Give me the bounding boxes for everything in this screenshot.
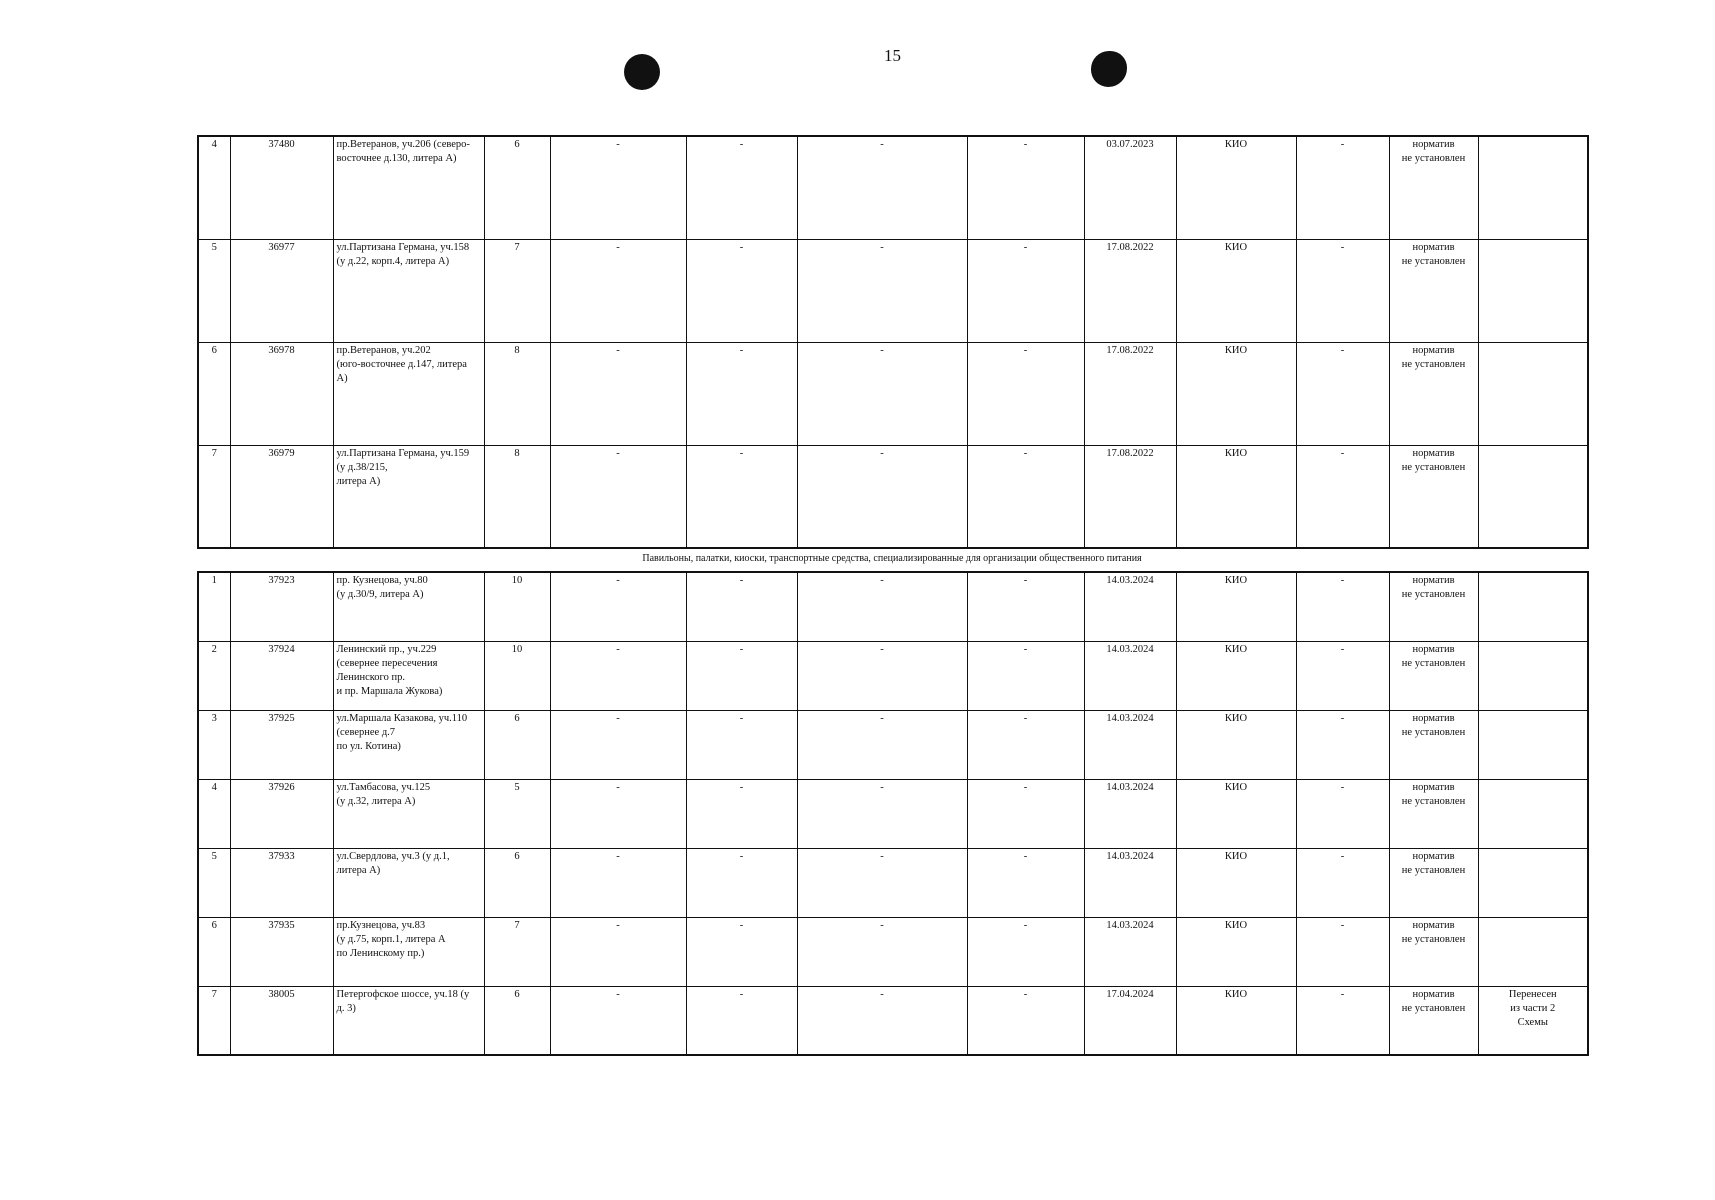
dash-cell: - [967, 710, 1084, 779]
dash-cell: - [1296, 239, 1389, 342]
date-cell: 17.08.2022 [1084, 239, 1176, 342]
dash-cell: - [967, 445, 1084, 548]
norm-cell: норматив не установлен [1389, 641, 1478, 710]
norm-cell: норматив не установлен [1389, 342, 1478, 445]
dash-cell: - [686, 710, 797, 779]
page-number: 15 [884, 46, 901, 65]
note-cell [1478, 641, 1588, 710]
organization-cell: КИО [1176, 779, 1296, 848]
dash-cell: - [797, 779, 967, 848]
norm-cell: норматив не установлен [1389, 239, 1478, 342]
note-cell [1478, 572, 1588, 641]
dash-cell: - [550, 445, 686, 548]
count-cell: 6 [484, 710, 550, 779]
count-cell: 6 [484, 986, 550, 1055]
object-id-cell: 36977 [230, 239, 333, 342]
dash-cell: - [967, 779, 1084, 848]
row-number-cell: 7 [198, 986, 230, 1055]
dash-cell: - [686, 986, 797, 1055]
row-number-cell: 7 [198, 445, 230, 548]
address-cell: пр.Ветеранов, уч.202 (юго-восточнее д.147, литера А) [333, 342, 484, 445]
table-row [198, 917, 1588, 986]
dash-cell: - [550, 342, 686, 445]
count-cell: 10 [484, 572, 550, 641]
dash-cell: - [797, 136, 967, 239]
object-id-cell: 37926 [230, 779, 333, 848]
dash-cell: - [686, 779, 797, 848]
dash-cell: - [686, 917, 797, 986]
dash-cell: - [967, 986, 1084, 1055]
dash-cell: - [967, 848, 1084, 917]
note-cell: Перенесен из части 2 Схемы [1478, 986, 1588, 1055]
dash-cell: - [967, 641, 1084, 710]
dash-cell: - [686, 445, 797, 548]
dash-cell: - [797, 445, 967, 548]
organization-cell: КИО [1176, 342, 1296, 445]
dash-cell: - [1296, 342, 1389, 445]
address-cell: пр.Кузнецова, уч.83 (у д.75, корп.1, литера А по Ленинскому пр.) [333, 917, 484, 986]
organization-cell: КИО [1176, 136, 1296, 239]
dash-cell: - [550, 641, 686, 710]
table-row [198, 710, 1588, 779]
row-number-cell: 3 [198, 710, 230, 779]
object-id-cell: 37925 [230, 710, 333, 779]
object-id-cell: 37480 [230, 136, 333, 239]
count-cell: 5 [484, 779, 550, 848]
dash-cell: - [1296, 572, 1389, 641]
norm-cell: норматив не установлен [1389, 986, 1478, 1055]
address-cell: пр. Кузнецова, уч.80 (у д.30/9, литера А) [333, 572, 484, 641]
dash-cell: - [550, 239, 686, 342]
table-row [198, 239, 1588, 342]
dash-cell: - [550, 848, 686, 917]
date-cell: 14.03.2024 [1084, 710, 1176, 779]
dash-cell: - [1296, 445, 1389, 548]
norm-cell: норматив не установлен [1389, 572, 1478, 641]
address-cell: ул.Тамбасова, уч.125 (у д.32, литера А) [333, 779, 484, 848]
table-row [198, 572, 1588, 641]
object-id-cell: 37923 [230, 572, 333, 641]
norm-cell: норматив не установлен [1389, 779, 1478, 848]
dash-cell: - [797, 572, 967, 641]
organization-cell: КИО [1176, 986, 1296, 1055]
table-row [198, 445, 1588, 548]
note-cell [1478, 710, 1588, 779]
dash-cell: - [1296, 136, 1389, 239]
object-id-cell: 36978 [230, 342, 333, 445]
dash-cell: - [550, 917, 686, 986]
date-cell: 17.08.2022 [1084, 445, 1176, 548]
organization-cell: КИО [1176, 445, 1296, 548]
norm-cell: норматив не установлен [1389, 445, 1478, 548]
dash-cell: - [1296, 710, 1389, 779]
object-id-cell: 37924 [230, 641, 333, 710]
date-cell: 03.07.2023 [1084, 136, 1176, 239]
count-cell: 10 [484, 641, 550, 710]
count-cell: 7 [484, 917, 550, 986]
dash-cell: - [797, 848, 967, 917]
row-number-cell: 5 [198, 239, 230, 342]
organization-cell: КИО [1176, 239, 1296, 342]
row-number-cell: 6 [198, 342, 230, 445]
dash-cell: - [550, 986, 686, 1055]
note-cell [1478, 239, 1588, 342]
count-cell: 7 [484, 239, 550, 342]
address-cell: Ленинский пр., уч.229 (севернее пересечения Ленинского пр. и пр. Маршала Жукова) [333, 641, 484, 710]
table-row [198, 641, 1588, 710]
row-number-cell: 1 [198, 572, 230, 641]
address-cell: Петергофское шоссе, уч.18 (у д. 3) [333, 986, 484, 1055]
note-cell [1478, 779, 1588, 848]
dash-cell: - [967, 136, 1084, 239]
dash-cell: - [967, 572, 1084, 641]
address-cell: ул.Партизана Германа, уч.159 (у д.38/215, литера А) [333, 445, 484, 548]
address-cell: ул.Партизана Германа, уч.158 (у д.22, корп.4, литера А) [333, 239, 484, 342]
dash-cell: - [797, 986, 967, 1055]
date-cell: 14.03.2024 [1084, 641, 1176, 710]
dash-cell: - [797, 710, 967, 779]
dash-cell: - [797, 342, 967, 445]
placements-table-2 [197, 571, 1589, 1056]
dash-cell: - [686, 641, 797, 710]
date-cell: 14.03.2024 [1084, 848, 1176, 917]
dash-cell: - [967, 239, 1084, 342]
row-number-cell: 2 [198, 641, 230, 710]
norm-cell: норматив не установлен [1389, 848, 1478, 917]
dash-cell: - [797, 917, 967, 986]
count-cell: 6 [484, 136, 550, 239]
dash-cell: - [550, 136, 686, 239]
dash-cell: - [686, 572, 797, 641]
dash-cell: - [686, 136, 797, 239]
count-cell: 6 [484, 848, 550, 917]
row-number-cell: 4 [198, 136, 230, 239]
norm-cell: норматив не установлен [1389, 136, 1478, 239]
dash-cell: - [550, 710, 686, 779]
table-row [198, 779, 1588, 848]
table-row [198, 136, 1588, 239]
punch-hole-right [1091, 51, 1127, 87]
punch-hole-left [624, 54, 660, 90]
dash-cell: - [686, 239, 797, 342]
date-cell: 17.04.2024 [1084, 986, 1176, 1055]
address-cell: пр.Ветеранов, уч.206 (северо- восточнее д.130, литера А) [333, 136, 484, 239]
date-cell: 17.08.2022 [1084, 342, 1176, 445]
table-row [198, 342, 1588, 445]
table-row [198, 986, 1588, 1055]
note-cell [1478, 445, 1588, 548]
organization-cell: КИО [1176, 848, 1296, 917]
count-cell: 8 [484, 445, 550, 548]
object-id-cell: 36979 [230, 445, 333, 548]
row-number-cell: 4 [198, 779, 230, 848]
dash-cell: - [550, 779, 686, 848]
dash-cell: - [686, 342, 797, 445]
dash-cell: - [1296, 848, 1389, 917]
dash-cell: - [967, 342, 1084, 445]
note-cell [1478, 136, 1588, 239]
norm-cell: норматив не установлен [1389, 710, 1478, 779]
row-number-cell: 5 [198, 848, 230, 917]
section-heading: Павильоны, палатки, киоски, транспортные средства, специализированные для организации общественного питания [642, 553, 1142, 564]
organization-cell: КИО [1176, 641, 1296, 710]
object-id-cell: 38005 [230, 986, 333, 1055]
note-cell [1478, 917, 1588, 986]
placements-table-1 [197, 135, 1589, 549]
dash-cell: - [550, 572, 686, 641]
object-id-cell: 37935 [230, 917, 333, 986]
organization-cell: КИО [1176, 917, 1296, 986]
dash-cell: - [1296, 917, 1389, 986]
table-row [198, 848, 1588, 917]
dash-cell: - [967, 917, 1084, 986]
date-cell: 14.03.2024 [1084, 779, 1176, 848]
organization-cell: КИО [1176, 710, 1296, 779]
date-cell: 14.03.2024 [1084, 572, 1176, 641]
norm-cell: норматив не установлен [1389, 917, 1478, 986]
address-cell: ул.Маршала Казакова, уч.110 (севернее д.7 по ул. Котина) [333, 710, 484, 779]
count-cell: 8 [484, 342, 550, 445]
dash-cell: - [797, 641, 967, 710]
date-cell: 14.03.2024 [1084, 917, 1176, 986]
dash-cell: - [1296, 986, 1389, 1055]
dash-cell: - [686, 848, 797, 917]
dash-cell: - [797, 239, 967, 342]
dash-cell: - [1296, 641, 1389, 710]
row-number-cell: 6 [198, 917, 230, 986]
object-id-cell: 37933 [230, 848, 333, 917]
address-cell: ул.Свердлова, уч.3 (у д.1, литера А) [333, 848, 484, 917]
organization-cell: КИО [1176, 572, 1296, 641]
note-cell [1478, 342, 1588, 445]
note-cell [1478, 848, 1588, 917]
dash-cell: - [1296, 779, 1389, 848]
